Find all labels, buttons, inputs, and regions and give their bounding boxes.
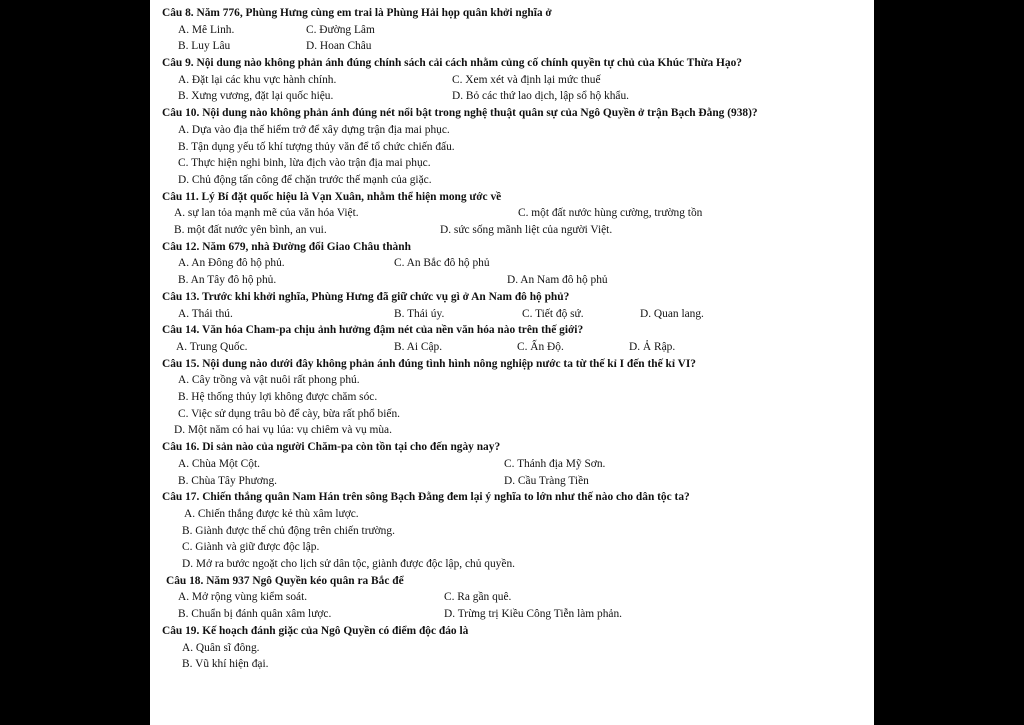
option-d: D. Chủ động tấn công để chặn trước thế mạnh của giặc. [178,173,432,186]
options-row [162,22,868,39]
option-b: B. Chùa Tây Phương. [178,474,278,487]
document-page [150,0,874,725]
options-row [162,339,868,356]
question-11: Câu 11. Lý Bí đặt quốc hiệu là Vạn Xuân, nhằm thể hiện mong ước về [162,190,502,203]
option-c: C. Thực hiện nghi binh, lừa địch vào trận địa mai phục. [178,157,431,170]
option-a: A. sự lan tỏa mạnh mẽ của văn hóa Việt. [174,207,359,220]
question-17: Câu 17. Chiến thắng quân Nam Hán trên sông Bạch Đằng đem lại ý nghĩa to lớn như thế nào cho dân tộc ta? [162,491,690,504]
option-d: D. Ả Rập. [629,340,676,353]
option-a: A. An Đông đô hộ phủ. [178,257,285,270]
question-8: Câu 8. Năm 776, Phùng Hưng cùng em trai là Phùng Hải họp quân khởi nghĩa ở [162,7,552,19]
question-14: Câu 14. Văn hóa Cham-pa chịu ảnh hưởng đậm nét của nền văn hóa nào trên thế giới? [162,324,584,337]
options-row [162,88,868,105]
options-row [162,456,868,473]
question-13: Câu 13. Trước khi khởi nghĩa, Phùng Hưng đã giữ chức vụ gì ở An Nam đô hộ phủ? [162,290,570,303]
quiz-document [162,5,868,673]
options-row [162,272,868,289]
option-b: B. Thái úy. [394,307,445,320]
question-12: Câu 12. Năm 679, nhà Đường đổi Giao Châu thành [162,240,411,253]
option-b: B. Vũ khí hiện đại. [182,658,269,671]
option-c: C. Ấn Độ. [517,340,564,353]
options-row [162,205,868,222]
option-c: C. Thánh địa Mỹ Sơn. [504,457,606,470]
option-c: C. Giành và giữ được độc lập. [182,541,320,554]
option-c: C. một đất nước hùng cường, trường tồn [518,207,703,220]
option-d: D. An Nam đô hộ phủ [507,274,608,287]
options-row [162,473,868,490]
question-10: Câu 10. Nội dung nào không phản ánh đúng nét nổi bật trong nghệ thuật quân sự của Ngô Quyền ở trận Bạch Đằng (938)? [162,107,758,120]
question-18: Câu 18. Năm 937 Ngô Quyền kéo quân ra Bắc để [166,574,404,587]
option-d: D. Quan lang. [640,307,704,320]
option-d: D. Cầu Tràng Tiền [504,474,589,487]
option-a: A. Chiến thắng được kẻ thù xâm lược. [184,507,359,520]
options-row [162,306,868,323]
question-16: Câu 16. Di sản nào của người Chăm-pa còn tồn tại cho đến ngày nay? [162,441,501,454]
option-c: C. Đường Lâm [306,23,375,36]
option-c: C. Tiết độ sứ. [522,307,584,320]
option-d: D. Bỏ các thứ lao dịch, lập sổ hộ khẩu. [452,90,629,103]
option-d: D. Một năm có hai vụ lúa: vụ chiêm và vụ mùa. [174,424,392,437]
options-row [162,222,868,239]
option-b: B. một đất nước yên bình, an vui. [174,224,327,237]
option-b: B. An Tây đô hộ phủ. [178,274,277,287]
option-a: A. Dựa vào địa thế hiểm trở để xây dựng trận địa mai phục. [178,123,450,136]
option-d: D. Mở ra bước ngoặt cho lịch sử dân tộc, giành được độc lập, chủ quyền. [182,558,515,571]
option-b: B. Xưng vương, đặt lại quốc hiệu. [178,90,334,103]
question-15: Câu 15. Nội dung nào dưới đây không phản ánh đúng tình hình nông nghiệp nước ta từ thế kỉ I đến thế kỉ VI? [162,357,696,370]
option-c: C. Việc sử dụng trâu bò để cày, bừa rất phổ biến. [178,407,401,420]
options-row [162,255,868,272]
option-a: A. Trung Quốc. [176,340,248,353]
option-c: C. An Bắc đô hộ phủ [394,257,490,270]
option-b: B. Chuẩn bị đánh quân xâm lược. [178,608,332,621]
options-row [162,606,868,623]
option-d: D. sức sống mãnh liệt của người Việt. [440,224,613,237]
options-row [162,589,868,606]
question-9: Câu 9. Nội dung nào không phản ánh đúng chính sách cải cách nhằm củng cố chính quyền tự chủ của Khúc Thừa Hạo? [162,57,743,70]
option-c: C. Ra gần quê. [444,591,512,604]
option-b: B. Giành được thế chủ động trên chiến trường. [182,524,395,537]
option-b: B. Ai Cập. [394,340,443,353]
option-a: A. Cây trồng và vật nuôi rất phong phú. [178,374,360,387]
option-d: D. Trừng trị Kiều Công Tiễn làm phản. [444,608,622,621]
option-a: A. Quân sĩ đông. [182,641,260,654]
question-19: Câu 19. Kế hoạch đánh giặc của Ngô Quyền có điểm độc đáo là [162,624,469,637]
options-row [162,38,868,55]
option-b: B. Hệ thống thủy lợi không được chăm sóc. [178,391,378,404]
option-d: D. Hoan Châu [306,40,372,53]
option-a: A. Thái thú. [178,307,233,320]
option-b: B. Tận dụng yếu tố khí tượng thủy văn để tổ chức chiến đấu. [178,140,455,153]
option-a: A. Chùa Một Cột. [178,457,260,470]
option-a: A. Mở rộng vùng kiểm soát. [178,591,308,604]
option-a: A. Đặt lại các khu vực hành chính. [178,73,337,86]
options-row [162,72,868,89]
option-c: C. Xem xét và định lại mức thuế [452,73,601,86]
option-b: B. Luy Lâu [178,40,231,53]
option-a: A. Mê Linh. [178,23,235,36]
